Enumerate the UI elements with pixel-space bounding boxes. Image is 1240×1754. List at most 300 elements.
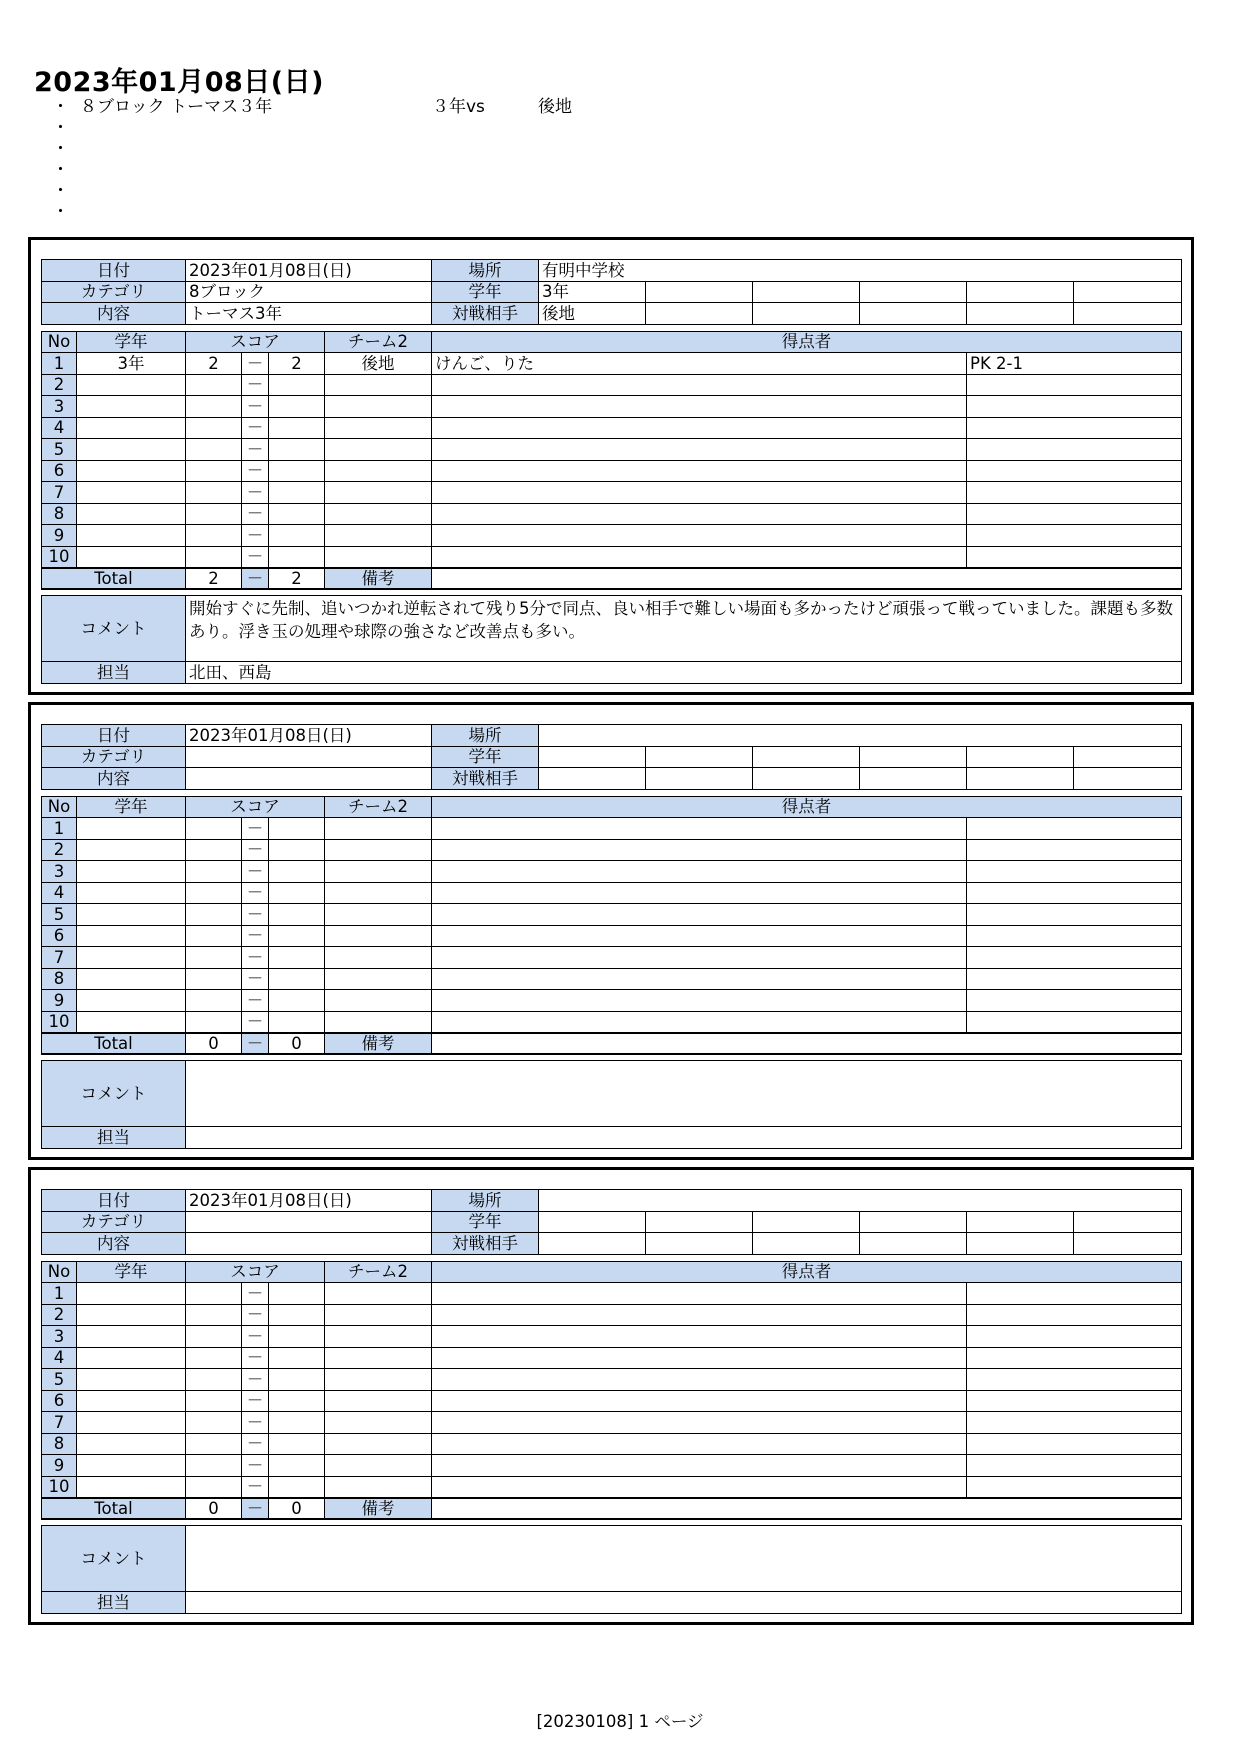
row-team2 xyxy=(325,1412,432,1434)
grade-extra-cell xyxy=(860,1211,967,1233)
row-scorers xyxy=(432,374,967,396)
row-note xyxy=(967,439,1182,461)
row-score-home xyxy=(186,861,242,883)
row-scorers xyxy=(432,525,967,547)
row-scorers xyxy=(432,861,967,883)
row-score-away xyxy=(269,968,325,990)
row-note xyxy=(967,904,1182,926)
score-dash: － xyxy=(242,417,269,439)
table-row xyxy=(42,990,1182,1012)
row-score-home xyxy=(186,439,242,461)
staff-label: 担当 xyxy=(42,1127,186,1149)
match-record-card xyxy=(28,1167,1194,1625)
row-score-home xyxy=(186,882,242,904)
table-row xyxy=(42,396,1182,418)
row-score-home xyxy=(186,1304,242,1326)
row-score-home xyxy=(186,839,242,861)
total-home: 0 xyxy=(186,1033,242,1055)
row-score-home xyxy=(186,1476,242,1498)
grade-extra-cell xyxy=(1074,1211,1182,1233)
row-score-away xyxy=(269,1390,325,1412)
row-scorers xyxy=(432,1455,967,1477)
row-note xyxy=(967,525,1182,547)
row-number: 2 xyxy=(42,839,77,861)
row-grade xyxy=(77,904,186,926)
grade-extra-cell xyxy=(646,746,753,768)
opponent-extra-cell xyxy=(753,768,860,790)
row-team2 xyxy=(325,503,432,525)
place-value xyxy=(539,1190,1182,1212)
opponent-extra-cell xyxy=(646,1233,753,1255)
table-row xyxy=(42,1476,1182,1498)
table-row xyxy=(42,1369,1182,1391)
remarks-label: 備考 xyxy=(325,568,432,590)
row-note xyxy=(967,417,1182,439)
score-table xyxy=(41,331,1182,591)
row-grade xyxy=(77,1455,186,1477)
opponent-extra-cell xyxy=(1074,303,1182,325)
row-number: 2 xyxy=(42,374,77,396)
team2-header: チーム2 xyxy=(325,796,432,818)
row-number: 2 xyxy=(42,1304,77,1326)
category-label: カテゴリ xyxy=(42,1211,186,1233)
row-number: 5 xyxy=(42,904,77,926)
row-grade: 3年 xyxy=(77,353,186,375)
table-row xyxy=(42,839,1182,861)
table-row xyxy=(42,439,1182,461)
no-header: No xyxy=(42,331,77,353)
row-score-home xyxy=(186,904,242,926)
row-number: 9 xyxy=(42,525,77,547)
opponent-extra-cell xyxy=(860,768,967,790)
row-number: 4 xyxy=(42,1347,77,1369)
bullet-icon: ・ xyxy=(52,160,69,180)
summary-item xyxy=(52,181,752,202)
row-grade xyxy=(77,1326,186,1348)
score-table xyxy=(41,1261,1182,1521)
row-grade xyxy=(77,460,186,482)
row-scorers xyxy=(432,503,967,525)
date-label: 日付 xyxy=(42,725,186,747)
score-header: スコア xyxy=(186,331,325,353)
opponent-extra-cell xyxy=(967,303,1074,325)
row-note xyxy=(967,947,1182,969)
match-record-card xyxy=(28,702,1194,1160)
row-grade xyxy=(77,374,186,396)
team2-header: チーム2 xyxy=(325,331,432,353)
table-row xyxy=(42,818,1182,840)
table-row xyxy=(42,1455,1182,1477)
row-score-away xyxy=(269,396,325,418)
row-score-away xyxy=(269,1304,325,1326)
row-team2 xyxy=(325,1369,432,1391)
row-score-away xyxy=(269,990,325,1012)
remarks-label: 備考 xyxy=(325,1033,432,1055)
summary-item xyxy=(52,202,752,223)
row-score-home xyxy=(186,1011,242,1033)
row-note xyxy=(967,1283,1182,1305)
row-score-away xyxy=(269,460,325,482)
table-row xyxy=(42,1326,1182,1348)
row-note xyxy=(967,1011,1182,1033)
row-score-home xyxy=(186,1433,242,1455)
row-team2 xyxy=(325,968,432,990)
row-number: 1 xyxy=(42,818,77,840)
row-score-home xyxy=(186,947,242,969)
row-score-home xyxy=(186,417,242,439)
opponent-label: 対戦相手 xyxy=(432,1233,539,1255)
row-team2 xyxy=(325,882,432,904)
row-team2 xyxy=(325,374,432,396)
row-score-away xyxy=(269,839,325,861)
row-number: 3 xyxy=(42,396,77,418)
grade-header: 学年 xyxy=(77,796,186,818)
row-scorers xyxy=(432,546,967,568)
row-grade xyxy=(77,1304,186,1326)
score-dash: － xyxy=(242,968,269,990)
grade-extra-cell xyxy=(753,746,860,768)
row-score-away xyxy=(269,1326,325,1348)
grade-extra-cell xyxy=(860,746,967,768)
score-dash: － xyxy=(242,904,269,926)
row-score-away xyxy=(269,1433,325,1455)
row-number: 1 xyxy=(42,353,77,375)
content-value xyxy=(186,1233,432,1255)
row-team2 xyxy=(325,1283,432,1305)
bullet-icon: ・ xyxy=(52,139,69,159)
row-grade xyxy=(77,546,186,568)
grade-label: 学年 xyxy=(432,281,539,303)
staff-value xyxy=(186,1592,1182,1614)
row-grade xyxy=(77,1476,186,1498)
row-team2 xyxy=(325,417,432,439)
row-note xyxy=(967,1347,1182,1369)
team2-header: チーム2 xyxy=(325,1261,432,1283)
row-grade xyxy=(77,1433,186,1455)
staff-label: 担当 xyxy=(42,662,186,684)
row-number: 9 xyxy=(42,1455,77,1477)
table-row xyxy=(42,460,1182,482)
score-dash: － xyxy=(242,482,269,504)
row-score-away xyxy=(269,546,325,568)
row-scorers xyxy=(432,396,967,418)
row-note xyxy=(967,968,1182,990)
opponent-extra-cell xyxy=(967,1233,1074,1255)
table-row xyxy=(42,1412,1182,1434)
remarks-value xyxy=(432,1033,1182,1055)
row-scorers xyxy=(432,904,967,926)
match-record-card xyxy=(28,237,1194,695)
row-score-home xyxy=(186,374,242,396)
row-scorers xyxy=(432,1476,967,1498)
row-note: PK 2-1 xyxy=(967,353,1182,375)
comment-value xyxy=(186,1526,1182,1592)
row-score-away xyxy=(269,374,325,396)
table-row xyxy=(42,503,1182,525)
row-scorers xyxy=(432,1433,967,1455)
row-scorers xyxy=(432,990,967,1012)
summary-item xyxy=(52,118,752,139)
row-scorers xyxy=(432,1369,967,1391)
score-header: スコア xyxy=(186,796,325,818)
row-team2 xyxy=(325,1347,432,1369)
row-grade xyxy=(77,1390,186,1412)
row-scorers xyxy=(432,1011,967,1033)
row-score-away xyxy=(269,1455,325,1477)
bullet-icon: ・ xyxy=(52,181,69,201)
comment-label: コメント xyxy=(42,596,186,662)
row-team2 xyxy=(325,1390,432,1412)
total-row xyxy=(42,1498,1182,1520)
row-grade xyxy=(77,1347,186,1369)
row-score-home xyxy=(186,503,242,525)
row-note xyxy=(967,1369,1182,1391)
row-note xyxy=(967,1390,1182,1412)
table-row xyxy=(42,1011,1182,1033)
row-grade xyxy=(77,861,186,883)
grade-label: 学年 xyxy=(432,746,539,768)
score-dash: － xyxy=(242,818,269,840)
score-dash: － xyxy=(242,396,269,418)
opponent-extra-cell xyxy=(860,303,967,325)
date-label: 日付 xyxy=(42,1190,186,1212)
total-row xyxy=(42,568,1182,590)
remarks-label: 備考 xyxy=(325,1498,432,1520)
score-dash: － xyxy=(242,1369,269,1391)
place-label: 場所 xyxy=(432,260,539,282)
row-scorers xyxy=(432,482,967,504)
bullet-icon: ・ xyxy=(52,118,69,138)
row-scorers: けんご、りた xyxy=(432,353,967,375)
summary-grade-vs: ３年vs xyxy=(432,97,485,117)
row-grade xyxy=(77,525,186,547)
row-score-away xyxy=(269,525,325,547)
bullet-icon: ・ xyxy=(52,97,69,117)
row-team2 xyxy=(325,925,432,947)
grade-extra-cell xyxy=(1074,281,1182,303)
row-number: 6 xyxy=(42,460,77,482)
opponent-extra-cell xyxy=(753,303,860,325)
row-score-away xyxy=(269,1476,325,1498)
row-score-away xyxy=(269,1283,325,1305)
row-note xyxy=(967,882,1182,904)
row-grade xyxy=(77,925,186,947)
total-away: 0 xyxy=(269,1498,325,1520)
row-score-home xyxy=(186,1283,242,1305)
score-dash: － xyxy=(242,546,269,568)
row-team2 xyxy=(325,990,432,1012)
table-row xyxy=(42,546,1182,568)
comment-label: コメント xyxy=(42,1526,186,1592)
summary-item xyxy=(52,139,752,160)
content-label: 内容 xyxy=(42,1233,186,1255)
row-grade xyxy=(77,417,186,439)
row-scorers xyxy=(432,417,967,439)
total-away: 0 xyxy=(269,1033,325,1055)
row-score-home xyxy=(186,482,242,504)
total-label: Total xyxy=(42,1033,186,1055)
date-value: 2023年01月08日(日) xyxy=(186,260,432,282)
grade-extra-cell xyxy=(860,281,967,303)
row-score-home xyxy=(186,1369,242,1391)
grade-value: 3年 xyxy=(539,281,646,303)
staff-value xyxy=(186,1127,1182,1149)
row-note xyxy=(967,839,1182,861)
row-team2 xyxy=(325,839,432,861)
row-number: 8 xyxy=(42,503,77,525)
row-scorers xyxy=(432,1326,967,1348)
row-scorers xyxy=(432,818,967,840)
row-grade xyxy=(77,882,186,904)
total-label: Total xyxy=(42,568,186,590)
match-info-table xyxy=(41,724,1182,790)
row-team2 xyxy=(325,1455,432,1477)
summary-item xyxy=(52,97,752,118)
match-info-table xyxy=(41,1189,1182,1255)
staff-value: 北田、西島 xyxy=(186,662,1182,684)
place-label: 場所 xyxy=(432,725,539,747)
row-score-home xyxy=(186,460,242,482)
row-score-home xyxy=(186,968,242,990)
row-score-away xyxy=(269,925,325,947)
place-value xyxy=(539,725,1182,747)
row-grade xyxy=(77,1412,186,1434)
row-score-home xyxy=(186,1347,242,1369)
row-grade xyxy=(77,1369,186,1391)
row-score-away xyxy=(269,1369,325,1391)
opponent-extra-cell xyxy=(646,768,753,790)
row-number: 10 xyxy=(42,1011,77,1033)
row-scorers xyxy=(432,925,967,947)
table-row xyxy=(42,482,1182,504)
comment-value: 開始すぐに先制、追いつかれ逆転されて残り5分で同点、良い相手で難しい場面も多かったけど頑張って戦っていました。課題も多数あり。浮き玉の処理や球際の強さなど改善点も多い。 xyxy=(186,596,1182,662)
row-scorers xyxy=(432,1412,967,1434)
row-note xyxy=(967,1412,1182,1434)
row-score-away xyxy=(269,947,325,969)
row-grade xyxy=(77,482,186,504)
score-dash: － xyxy=(242,1390,269,1412)
score-dash: － xyxy=(242,925,269,947)
score-dash: － xyxy=(242,1476,269,1498)
comment-label: コメント xyxy=(42,1061,186,1127)
row-team2 xyxy=(325,818,432,840)
opponent-value: 後地 xyxy=(539,303,646,325)
grade-extra-cell xyxy=(967,1211,1074,1233)
grade-extra-cell xyxy=(646,1211,753,1233)
score-dash: － xyxy=(242,1304,269,1326)
category-label: カテゴリ xyxy=(42,281,186,303)
scorers-header: 得点者 xyxy=(432,331,1182,353)
row-score-away xyxy=(269,818,325,840)
table-row xyxy=(42,1304,1182,1326)
opponent-extra-cell xyxy=(753,1233,860,1255)
row-grade xyxy=(77,818,186,840)
row-number: 3 xyxy=(42,861,77,883)
row-scorers xyxy=(432,947,967,969)
row-team2 xyxy=(325,482,432,504)
grade-extra-cell xyxy=(1074,746,1182,768)
no-header: No xyxy=(42,1261,77,1283)
row-team2 xyxy=(325,1011,432,1033)
row-score-away xyxy=(269,861,325,883)
row-score-home xyxy=(186,1455,242,1477)
row-grade xyxy=(77,968,186,990)
opponent-extra-cell xyxy=(967,768,1074,790)
row-note xyxy=(967,1476,1182,1498)
row-note xyxy=(967,503,1182,525)
category-value: 8ブロック xyxy=(186,281,432,303)
row-score-home: 2 xyxy=(186,353,242,375)
table-row xyxy=(42,925,1182,947)
row-team2 xyxy=(325,1476,432,1498)
grade-value xyxy=(539,1211,646,1233)
place-value: 有明中学校 xyxy=(539,260,1182,282)
row-note xyxy=(967,861,1182,883)
row-number: 9 xyxy=(42,990,77,1012)
summary-item xyxy=(52,160,752,181)
table-row xyxy=(42,353,1182,375)
comment-table xyxy=(41,1060,1182,1149)
row-number: 4 xyxy=(42,882,77,904)
row-team2 xyxy=(325,439,432,461)
opponent-value xyxy=(539,768,646,790)
grade-label: 学年 xyxy=(432,1211,539,1233)
date-value: 2023年01月08日(日) xyxy=(186,1190,432,1212)
row-number: 5 xyxy=(42,439,77,461)
row-note xyxy=(967,546,1182,568)
score-dash: － xyxy=(242,947,269,969)
row-score-away xyxy=(269,417,325,439)
row-number: 7 xyxy=(42,947,77,969)
table-row xyxy=(42,417,1182,439)
row-grade xyxy=(77,839,186,861)
table-row xyxy=(42,1283,1182,1305)
row-team2 xyxy=(325,525,432,547)
row-team2 xyxy=(325,904,432,926)
score-dash: － xyxy=(242,568,269,590)
content-value xyxy=(186,768,432,790)
table-row xyxy=(42,968,1182,990)
row-score-home xyxy=(186,990,242,1012)
row-score-away xyxy=(269,439,325,461)
row-score-away xyxy=(269,503,325,525)
row-number: 8 xyxy=(42,968,77,990)
score-dash: － xyxy=(242,439,269,461)
score-dash: － xyxy=(242,1455,269,1477)
category-label: カテゴリ xyxy=(42,746,186,768)
remarks-value xyxy=(432,1498,1182,1520)
row-number: 3 xyxy=(42,1326,77,1348)
total-home: 2 xyxy=(186,568,242,590)
row-team2 xyxy=(325,460,432,482)
table-row xyxy=(42,861,1182,883)
score-dash: － xyxy=(242,374,269,396)
comment-table xyxy=(41,1525,1182,1614)
score-dash: － xyxy=(242,525,269,547)
row-number: 1 xyxy=(42,1283,77,1305)
place-label: 場所 xyxy=(432,1190,539,1212)
row-score-home xyxy=(186,1412,242,1434)
opponent-extra-cell xyxy=(1074,768,1182,790)
opponent-extra-cell xyxy=(860,1233,967,1255)
grade-header: 学年 xyxy=(77,1261,186,1283)
row-team2 xyxy=(325,861,432,883)
row-note xyxy=(967,1326,1182,1348)
row-grade xyxy=(77,1283,186,1305)
date-value: 2023年01月08日(日) xyxy=(186,725,432,747)
summary-opponent: 後地 xyxy=(538,97,572,117)
row-grade xyxy=(77,396,186,418)
